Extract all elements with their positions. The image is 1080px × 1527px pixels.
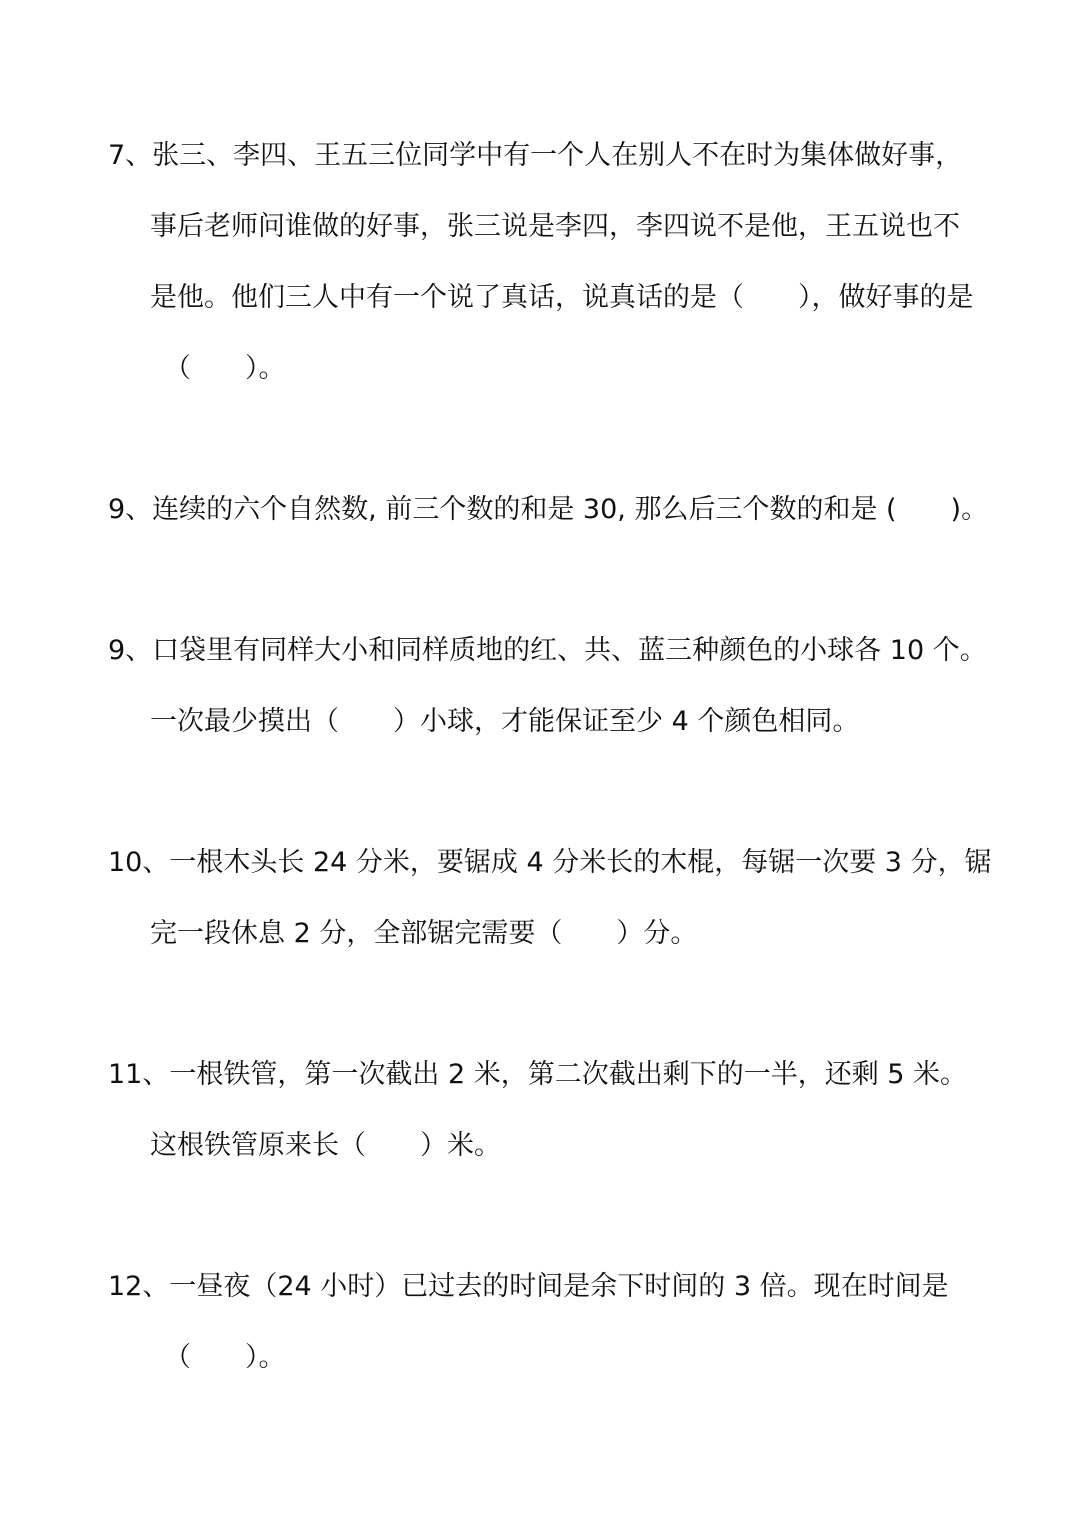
question-line: 这根铁管原来长（ ）米。 (150, 1130, 501, 1161)
question-9-balls (108, 615, 987, 757)
question-line: 10、一根木头长 24 分米，要锯成 4 分米长的木棍，每锯一次要 3 分，锯 (108, 847, 992, 878)
question-line: 11、一根铁管，第一次截出 2 米，第二次截出剩下的一半，还剩 5 米。 (108, 1059, 968, 1090)
question-12 (108, 1251, 978, 1393)
question-line: 是他。他们三人中有一个说了真话，说真话的是（ ），做好事的是 (150, 282, 974, 313)
question-10 (108, 827, 992, 969)
question-line: 完一段休息 2 分，全部锯完需要（ ）分。 (150, 918, 698, 949)
question-line: 12、一昼夜（24 小时）已过去的时间是余下时间的 3 倍。现在时间是 (108, 1271, 949, 1302)
question-9-consecutive (108, 474, 989, 545)
question-11 (108, 1039, 978, 1181)
question-line: （ ）。 (164, 1342, 286, 1373)
question-line: 一次最少摸出（ ）小球，才能保证至少 4 个颜色相同。 (150, 706, 860, 737)
question-7 (108, 120, 978, 404)
question-line: 事后老师问谁做的好事，张三说是李四，李四说不是他，王五说也不 (150, 211, 960, 242)
question-line: 9、连续的六个自然数, 前三个数的和是 30, 那么后三个数的和是 ( )。 (108, 494, 989, 525)
question-line: （ ）。 (164, 353, 286, 384)
question-line: 9、口袋里有同样大小和同样质地的红、共、蓝三种颜色的小球各 10 个。 (108, 635, 987, 666)
question-line: 7、张三、李四、王五三位同学中有一个人在别人不在时为集体做好事， (108, 140, 963, 171)
